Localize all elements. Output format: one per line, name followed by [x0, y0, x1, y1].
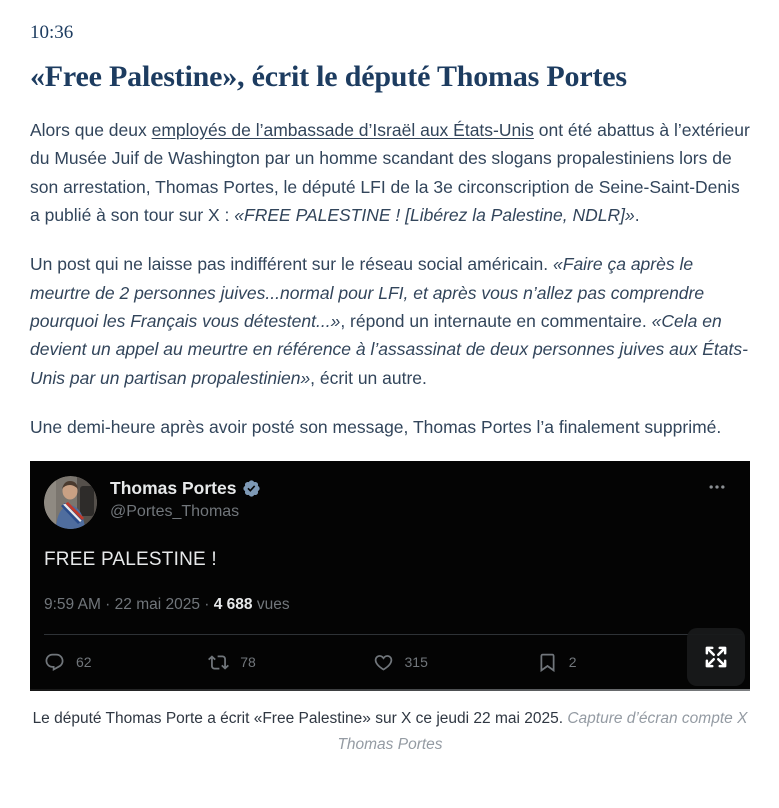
- paragraph-1-text: ont été abattus à l’extérieur du Musée Juif de Washington par un homme scandant des slogans propalestiniens lors de son arrestation, Thomas Portes, le député LFI de la 3e circonscription de Seine-Saint-Denis a publié à son tour sur X :: [30, 120, 750, 226]
- tweet-meta: [44, 596, 734, 614]
- tweet-text: FREE PALESTINE !: [44, 549, 217, 571]
- caption-text: Le député Thomas Porte a écrit «Free Palestine» sur X ce jeudi 22 mai 2025.: [32, 710, 568, 728]
- tweet-views-label: vues: [252, 596, 290, 614]
- verified-badge-icon: [242, 479, 261, 498]
- bookmark-icon: [537, 652, 558, 673]
- paragraph-2-text: , répond un internaute en commentaire.: [340, 311, 652, 332]
- avatar: [44, 476, 97, 529]
- tweet-header: [30, 461, 750, 529]
- embassy-employees-link[interactable]: employés de l’ambassade d’Israël aux États-Unis: [151, 120, 534, 140]
- tweet-screenshot-figure: [30, 461, 750, 757]
- tweet-author-name: Thomas Portes: [110, 478, 237, 499]
- tweet-quote-inline: «FREE PALESTINE ! [Libérez la Palestine, NDLR]»: [234, 205, 635, 226]
- expand-image-button[interactable]: [687, 628, 745, 686]
- article-timestamp: 10:36: [30, 22, 74, 43]
- like-count: 315: [404, 654, 428, 671]
- reply-count: 62: [76, 654, 92, 671]
- tweet-engagement-bar: [30, 635, 750, 675]
- page-title: «Free Palestine», écrit le député Thomas Portes: [30, 60, 627, 93]
- commenter-quote-1: «Faire ça après le meurtre de 2 personnes juives...normal pour LFI, et après vous n’allez pas comprendre pourquoi les Français vous détestent...»: [30, 254, 705, 332]
- bookmark-stat: [537, 652, 701, 673]
- paragraph-2-text: , écrit un autre.: [310, 367, 427, 388]
- reply-icon: [44, 652, 65, 673]
- tweet-identity: [110, 476, 261, 521]
- tweet-author-handle: @Portes_Thomas: [110, 503, 240, 521]
- more-icon: [706, 477, 728, 497]
- expand-icon: [701, 642, 731, 672]
- tweet-views-count: 4 688: [213, 596, 253, 614]
- paragraph-1-text: Alors que deux: [30, 120, 152, 140]
- repost-stat: [208, 652, 372, 673]
- repost-icon: [208, 652, 229, 673]
- paragraph-1-text: .: [634, 205, 640, 226]
- paragraph-2: [30, 250, 750, 392]
- repost-count: 78: [240, 654, 256, 671]
- paragraph-3: Une demi-heure après avoir posté son message, Thomas Portes l’a finalement supprimé.: [30, 417, 722, 438]
- like-stat: [373, 652, 537, 673]
- paragraph-2-text: Un post qui ne laisse pas indifférent sur le réseau social américain.: [30, 254, 554, 275]
- bookmark-count: 2: [568, 654, 577, 671]
- tweet-time-date: 9:59 AM · 22 mai 2025 ·: [44, 596, 214, 614]
- reply-stat: [44, 652, 208, 673]
- paragraph-1: [30, 116, 750, 229]
- image-caption: [30, 706, 750, 757]
- tweet-screenshot-image[interactable]: [30, 461, 750, 691]
- caption-credit: Capture d’écran compte X Thomas Portes: [337, 710, 748, 753]
- commenter-quote-2: «Cela en devient un appel au meurtre en référence à l’assassinat de deux personnes juives aux États-Unis par un partisan propalestinien»: [30, 311, 748, 388]
- like-icon: [373, 652, 394, 673]
